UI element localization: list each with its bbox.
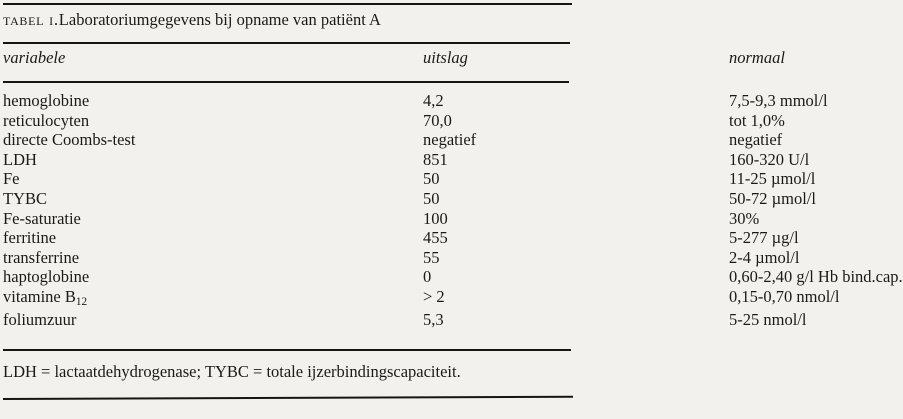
cell-normal-range: negatief: [729, 130, 783, 150]
table-row: [0, 228, 600, 248]
cell-normal-range: tot 1,0%: [729, 110, 785, 130]
table-header-row: [0, 48, 600, 81]
table-row: [0, 169, 600, 189]
rule-above-footnote: [3, 349, 571, 351]
table-row: [0, 111, 600, 131]
cell-normal-range: 0,60-2,40 g/l Hb bind.cap.: [729, 267, 903, 287]
cell-result: negatief: [423, 130, 477, 150]
cell-result: 5,3: [423, 309, 444, 329]
cell-result: 0: [423, 267, 432, 287]
table-header-row-group: [0, 48, 785, 81]
table-number-label: tabel i.: [3, 10, 59, 29]
cell-result: 100: [423, 208, 448, 228]
cell-variable: Fe-saturatie: [3, 208, 81, 228]
table-body: [0, 81, 903, 329]
cell-variable-text: vitamine B: [3, 286, 76, 306]
cell-normal-range: 5-277 µg/l: [729, 228, 799, 248]
cell-result: 4,2: [423, 91, 444, 110]
cell-variable: hemoglobine: [3, 91, 90, 110]
cell-normal-range: 7,5-9,3 mmol/l: [729, 91, 828, 110]
cell-variable-subscript: 12: [75, 296, 88, 309]
cell-result: 55: [423, 247, 440, 267]
lab-results-table: [0, 48, 903, 329]
table-row: [0, 150, 600, 170]
cell-normal-range: 50-72 µmol/l: [729, 188, 816, 208]
table-row: [0, 209, 600, 229]
cell-normal-range: 30%: [729, 208, 760, 228]
cell-result: 50: [423, 169, 440, 189]
cell-result: 50: [423, 188, 440, 208]
table-caption-text: Laboratoriumgegevens bij opname van patiënt A: [58, 10, 381, 29]
cell-normal-range: 0,15-0,70 nmol/l: [729, 286, 840, 306]
table-row: [0, 189, 600, 209]
cell-variable: ferritine: [3, 228, 57, 248]
rule-bottom-border: [3, 396, 573, 400]
cell-normal-range: 5-25 nmol/l: [729, 309, 807, 329]
rule-top-border: [3, 3, 572, 5]
cell-normal-range: 2-4 µmol/l: [729, 247, 800, 267]
table-footnote: LDH = lactaatdehydrogenase; TYBC = totale ijzerbindingscapaciteit.: [3, 362, 461, 381]
table-row: [0, 310, 600, 330]
cell-variable: LDH: [3, 149, 37, 169]
column-header-variable: variabele: [3, 48, 66, 67]
cell-result: 851: [423, 149, 448, 169]
cell-variable: [0, 287, 210, 310]
cell-result: > 2: [423, 286, 445, 306]
table-row: [0, 81, 600, 111]
cell-normal-range: 160-320 U/l: [729, 149, 810, 169]
cell-variable: TYBC: [3, 188, 48, 208]
table-row: [0, 287, 600, 310]
cell-variable: Fe: [3, 169, 20, 189]
table-row: [0, 130, 600, 150]
cell-variable: transferrine: [3, 247, 80, 267]
table-caption: [3, 9, 381, 31]
cell-variable: foliumzuur: [3, 309, 77, 329]
table-row: [0, 267, 600, 287]
rule-above-header: [3, 42, 570, 44]
table-row: [0, 248, 600, 268]
column-header-normal: normaal: [729, 48, 785, 67]
cell-variable: haptoglobine: [3, 267, 90, 287]
cell-variable: directe Coombs-test: [3, 130, 136, 150]
column-header-result: uitslag: [423, 48, 468, 67]
cell-variable: reticulocyten: [3, 110, 90, 130]
cell-result: 70,0: [423, 110, 452, 130]
cell-result: 455: [423, 228, 448, 248]
cell-normal-range: 11-25 µmol/l: [729, 169, 816, 189]
